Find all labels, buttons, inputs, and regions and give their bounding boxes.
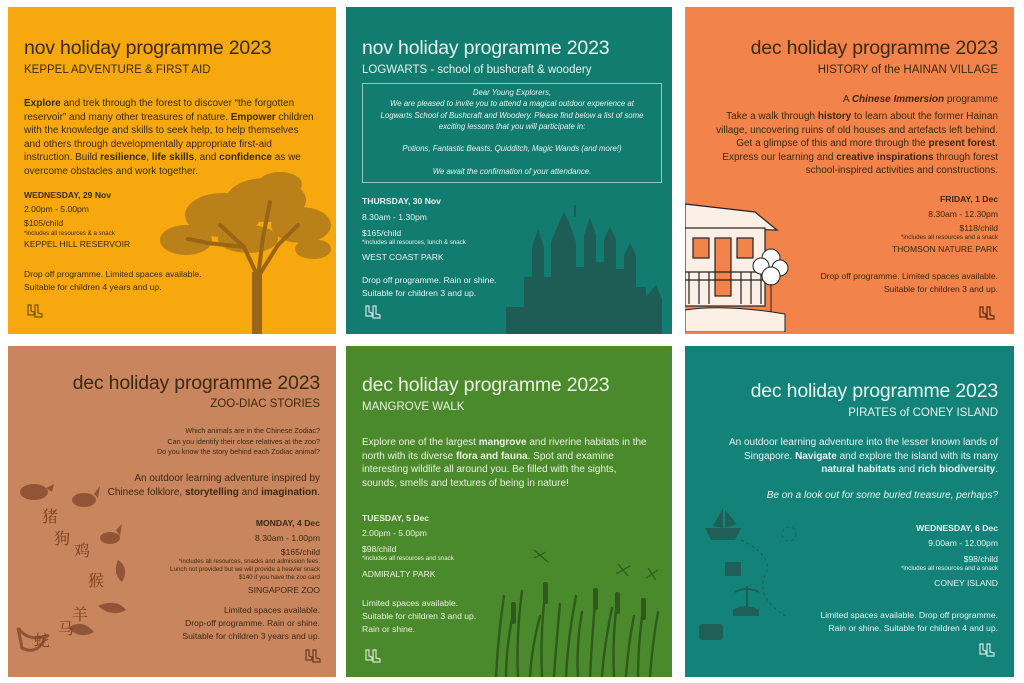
body-text: interesting wildlife all around you. Be filled with the sights,	[362, 464, 617, 476]
body-text: An outdoor learning adventure inspired by	[134, 473, 320, 484]
zodiac-animals-illustration	[8, 478, 148, 677]
event-price: $165/child	[280, 547, 320, 557]
body-text: as we	[271, 152, 301, 164]
price-note: *includes all resources, lunch & snack	[362, 239, 466, 246]
emphasis-text: storytelling	[184, 486, 239, 498]
card-subtitle: HISTORY of the HAINAN VILLAGE	[817, 64, 998, 76]
card-title: nov holiday programme 2023	[362, 37, 610, 59]
footer-line-3: Suitable for children 3 years and up.	[182, 631, 320, 641]
text-line	[688, 450, 998, 464]
body-text: and trek through the forest to discover “the forgotten	[60, 98, 295, 109]
card-subtitle: KEPPEL ADVENTURE & FIRST AID	[24, 64, 211, 76]
text-line: Which animals are in the Chinese Zodiac?	[185, 426, 320, 435]
body-text: reservoir” and many other treasures of nature.	[24, 111, 231, 123]
event-venue: ADMIRALTY PARK	[362, 569, 436, 579]
event-time: 8.30am - 1.30pm	[362, 212, 427, 222]
programme-tagline: A Chinese Immersion programme	[842, 94, 998, 105]
footer-line-2: Suitable for children 3 and up.	[362, 611, 477, 621]
card-logwarts	[346, 7, 672, 334]
card-description	[20, 472, 320, 499]
event-time: 8.30am - 12.30pm	[928, 209, 998, 219]
boots-icon	[26, 304, 44, 320]
footer-line-1: Limited spaces available.	[223, 605, 320, 615]
event-time: 2.00pm - 5.00pm	[24, 204, 89, 214]
price-note: *includes all resources and a snack	[901, 565, 998, 572]
body-text: north with its diverse	[362, 450, 456, 462]
price-note: *includes all resources and snack	[362, 555, 454, 562]
text-line	[688, 137, 998, 151]
body-text: , and	[194, 152, 220, 164]
body-text: .	[317, 486, 320, 498]
text-line	[364, 132, 660, 143]
emphasis-text: imagination	[261, 486, 318, 498]
price-note: *includes all resources & a snack	[24, 230, 115, 237]
card-pirates-coney-island	[685, 346, 1014, 677]
zodiac-char-snake: 蛇	[34, 633, 51, 650]
card-title: dec holiday programme 2023	[750, 380, 998, 402]
text-line	[24, 97, 324, 111]
body-text: village, uncovering ruins of old houses and artefacts left behind.	[716, 124, 998, 136]
event-venue: THOMSON NATURE PARK	[891, 244, 998, 254]
card-keppel-adventure	[8, 7, 336, 334]
emphasis-text: creative inspirations	[836, 151, 934, 163]
card-subtitle: MANGROVE WALK	[362, 401, 465, 413]
price-note: *includes all resources and a snack	[901, 234, 998, 241]
card-subtitle: LOGWARTS - school of bushcraft & woodery	[362, 64, 592, 76]
text-line	[688, 124, 998, 138]
zodiac-char-dog: 狗	[54, 531, 71, 548]
emphasis-text: Navigate	[795, 450, 837, 462]
event-price: $118/child	[959, 223, 998, 233]
event-venue: WEST COAST PARK	[362, 252, 444, 262]
emphasis-text: Explore	[24, 98, 61, 109]
text-line: $140 if you have the zoo card	[238, 574, 320, 581]
event-venue: SINGAPORE ZOO	[247, 585, 320, 595]
event-date: WEDNESDAY, 6 Dec	[916, 523, 998, 533]
footer-line-3: Rain or shine.	[362, 624, 416, 634]
text-line: Potions, Fantastic Beasts, Quidditch, Magic Wands (and more!)	[402, 144, 622, 154]
footer-line-2: Suitable for children 3 and up.	[362, 288, 477, 298]
text-line: Lunch not provided but we will provide a heavier snack	[170, 566, 320, 573]
body-text: Singapore.	[743, 450, 796, 462]
body-text: school-inspired activities and constructions.	[805, 165, 998, 177]
text-line	[24, 138, 324, 152]
event-date: FRIDAY, 1 Dec	[940, 194, 998, 204]
body-text: to learn about the former Hainan	[851, 111, 998, 122]
text-line	[362, 436, 662, 450]
card-description	[24, 97, 324, 179]
text-line	[24, 165, 324, 179]
event-time: 9.00am - 12.00pm	[928, 538, 998, 548]
body-text: overcome obstacles and work together.	[24, 165, 198, 177]
body-text: Get a glimpse of this and more through the	[736, 138, 929, 150]
body-text: An outdoor learning adventure into the lesser known lands of	[728, 437, 998, 448]
body-text: sounds, smells and textures of being in nature!	[362, 477, 569, 489]
body-text: and	[238, 486, 262, 498]
body-text: Chinese folklore,	[107, 486, 185, 498]
event-date: THURSDAY, 30 Nov	[362, 196, 441, 206]
body-text: .	[995, 464, 998, 476]
event-price: $98/child	[362, 544, 397, 554]
text-line	[688, 110, 998, 124]
event-venue: CONEY ISLAND	[934, 578, 998, 588]
zodiac-char-horse: 马	[58, 621, 75, 638]
text-line	[362, 477, 662, 491]
card-subtitle: PIRATES of CONEY ISLAND	[848, 407, 998, 419]
body-text: ,	[146, 152, 152, 164]
card-title: nov holiday programme 2023	[24, 37, 272, 59]
card-title: dec holiday programme 2023	[72, 372, 320, 394]
boots-icon	[304, 649, 322, 665]
footer-line-1: Limited spaces available. Drop off programme.	[820, 610, 998, 620]
text-line	[688, 151, 998, 165]
event-price: $165/child	[362, 228, 402, 238]
body-text: and others through developmentally appropriate first-aid	[24, 138, 272, 150]
text-line	[362, 463, 662, 477]
text-line	[688, 436, 998, 450]
event-time: 8.30am - 1.00pm	[255, 533, 320, 543]
event-venue: KEPPEL HILL RESERVOIR	[24, 239, 131, 249]
text-line	[688, 164, 998, 178]
text-line: Can you identify their close relatives at the zoo?	[167, 436, 320, 446]
event-price: $105/child	[24, 218, 64, 228]
text-line: Do you know the story behind each Zodiac animal?	[156, 447, 320, 456]
text-line	[24, 151, 324, 165]
body-text: Take a walk through	[726, 111, 818, 122]
body-text: and riverine habitats in the	[526, 437, 647, 448]
footer-line-1: Drop off programme. Limited spaces available.	[820, 271, 998, 281]
body-text: instruction. Build	[24, 152, 101, 164]
text-line	[24, 124, 324, 138]
text-line: Logwarts School of Bushcraft and Woodery. Please find below a list of some	[380, 110, 644, 120]
emphasis-text: present forest	[928, 138, 996, 150]
emphasis-text: rich biodiversity	[917, 464, 996, 476]
card-title: dec holiday programme 2023	[362, 374, 610, 396]
footer-line-2: Rain or shine. Suitable for children 4 and up.	[828, 623, 998, 633]
text-line: exciting lessons that you will participate in:	[438, 121, 586, 131]
event-date: MONDAY, 4 Dec	[255, 518, 320, 528]
zodiac-char-goat: 羊	[72, 607, 89, 624]
event-time: 2.00pm - 5.00pm	[362, 528, 427, 538]
zodiac-questions	[157, 426, 320, 458]
event-date: TUESDAY, 5 Dec	[362, 513, 430, 523]
card-zoo-diac	[8, 346, 336, 677]
invitation-letter-text	[364, 87, 660, 177]
card-description	[688, 110, 998, 178]
body-text: .	[995, 138, 998, 150]
card-title: dec holiday programme 2023	[750, 37, 998, 59]
body-text: and explore the island with its many	[836, 450, 998, 462]
body-text: with the knowledge and skills to seek help, to help themselves	[24, 125, 299, 137]
price-notes	[170, 558, 320, 582]
event-date: WEDNESDAY, 29 Nov	[24, 190, 112, 200]
body-text: Explore one of the largest	[362, 437, 479, 448]
body-text: through forest	[933, 151, 998, 163]
text-line	[20, 486, 320, 500]
card-mangrove-walk	[346, 346, 672, 677]
emphasis-text: Empower	[230, 111, 276, 123]
text-line	[688, 463, 998, 477]
footer-line-2: Drop-off programme. Rain or shine.	[184, 618, 320, 628]
emphasis-text: natural habitats	[821, 464, 896, 476]
body-text: children	[275, 111, 314, 123]
card-hainan-village	[685, 7, 1014, 334]
text-line: We are pleased to invite you to attend a magical outdoor experience at	[390, 99, 634, 109]
text-line	[364, 155, 660, 166]
body-text: and	[895, 464, 918, 476]
emphasis-text: life skills	[151, 152, 195, 164]
boots-icon	[364, 649, 382, 665]
footer-line-2: Suitable for children 4 years and up.	[24, 282, 162, 292]
text-line	[20, 472, 320, 486]
footer-line-1: Limited spaces available.	[362, 598, 459, 608]
treasure-tagline: Be on a look out for some buried treasure, perhaps?	[766, 490, 998, 501]
zodiac-char-monkey: 猴	[88, 573, 105, 590]
emphasis-text: mangrove	[478, 437, 527, 448]
text-line: *includes all resources, snacks and admission fees.	[178, 558, 320, 565]
body-text: Express our learning and	[722, 151, 837, 163]
emphasis-text: confidence	[219, 152, 272, 164]
text-line: We await the confirmation of your attendance.	[432, 167, 592, 177]
zodiac-char-rooster: 鸡	[74, 543, 91, 560]
body-text: . Spot and examine	[527, 450, 614, 462]
text-line	[24, 111, 324, 125]
emphasis-text: flora and fauna	[455, 450, 528, 462]
emphasis-text: history	[817, 111, 852, 122]
card-subtitle: ZOO-DIAC STORIES	[210, 398, 320, 410]
event-price: $98/child	[963, 554, 998, 564]
footer-line-1: Drop off programme. Limited spaces available.	[24, 269, 202, 279]
boots-icon	[364, 305, 382, 321]
text-line: Dear Young Explorers,	[472, 88, 552, 97]
treasure-map-illustration	[685, 506, 825, 656]
card-description	[362, 436, 662, 490]
boots-icon	[978, 306, 996, 322]
card-description	[688, 436, 998, 477]
boots-icon	[978, 643, 996, 659]
village-house-illustration	[685, 192, 805, 332]
zodiac-char-pig: 猪	[42, 509, 59, 526]
text-line	[362, 450, 662, 464]
footer-line-2: Suitable for children 3 and up.	[883, 284, 998, 294]
footer-line-1: Drop off programme. Rain or shine.	[362, 275, 497, 285]
emphasis-text: resilience	[100, 152, 147, 164]
